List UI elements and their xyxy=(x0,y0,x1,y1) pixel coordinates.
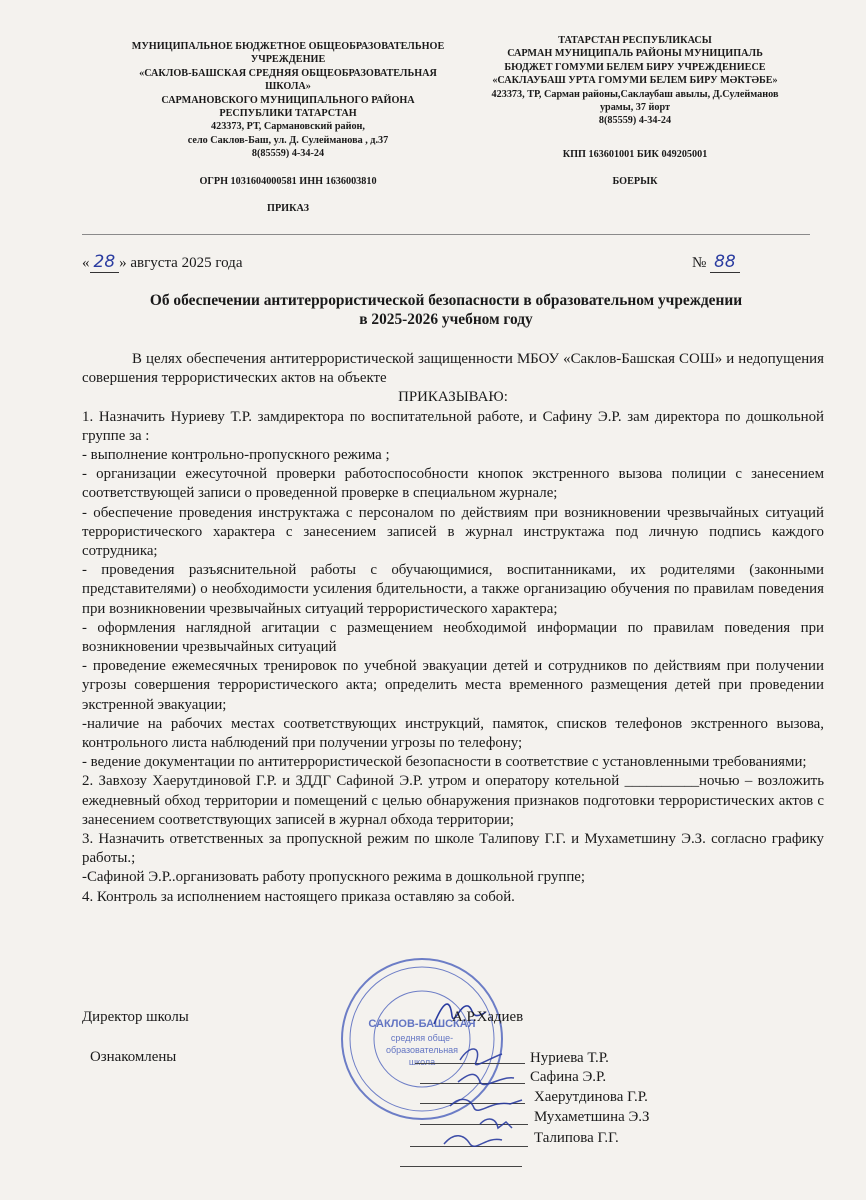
header-left-line: МУНИЦИПАЛЬНОЕ БЮДЖЕТНОЕ ОБЩЕОБРАЗОВАТЕЛЬНОЕ xyxy=(131,41,445,52)
header-right-line: «САКЛАУБАШ УРТА ГОМУМИ БЕЛЕМ БИРУ МӘКТӘБЕ» xyxy=(492,75,778,87)
order-item: -Сафиной Э.Р..организовать работу пропускного режима в дошкольной группе; xyxy=(82,869,586,886)
order-item: - организации ежесуточной проверки работоспособности кнопок экстренного вызова полиции с занесением соответствующей записи о проведенной проверке в специальном журнале; xyxy=(82,466,824,502)
header-left-line: РЕСПУБЛИКИ ТАТАРСТАН xyxy=(219,108,357,120)
header-right xyxy=(470,34,800,189)
date-day-handwritten: 28 xyxy=(90,252,120,273)
number-handwritten: 88 xyxy=(710,252,740,273)
acquainted-label: Ознакомлены xyxy=(90,1049,177,1065)
ogrn-inn: ОГРН 1031604000581 ИНН 1636003810 xyxy=(199,175,377,187)
order-item: - выполнение контрольно-пропускного режима ; xyxy=(82,447,390,464)
header-left-line: 423373, РТ, Сармановский район, xyxy=(211,121,365,133)
stamp-text: средняя обще- xyxy=(390,1033,454,1043)
order-item: - оформления наглядной агитации с размещением необходимой информации по правилам поведения при возникновении чрезвычайных ситуаций xyxy=(82,619,824,656)
doc-type-ru: ПРИКАЗ xyxy=(267,203,309,215)
header-left xyxy=(98,40,478,215)
acquainted-name: Мухаметшина Э.З xyxy=(534,1109,650,1125)
order-date: « 28 » августа 2025 года xyxy=(82,252,243,272)
header-right-line: ТАТАРСТАН РЕСПУБЛИКАСЫ xyxy=(558,35,712,46)
acquainted-name: Сафина Э.Р. xyxy=(530,1069,607,1085)
order-title: Об обеспечении антитеррористической безопасности в образовательном учреждении в 2025-2026 учебном году xyxy=(149,292,743,328)
header-right-line: 423373, ТР, Сарман районы,Саклаубаш авылы, Д.Сулейманов xyxy=(491,88,779,100)
header-right-line: урамы, 37 йорт xyxy=(599,102,671,114)
header-right-line: БЮДЖЕТ ГОМУМИ БЕЛЕМ БИРУ УЧРЕЖДЕНИЕСЕ xyxy=(504,61,766,73)
signature-line xyxy=(400,1166,522,1167)
acquainted-signatures-icon xyxy=(440,1040,540,1160)
order-item: - проведение ежемесячных тренировок по учебной эвакуации детей и сотрудников по действиям при получении угрозы совершения террористического акта; определить места временного размещения детей при проведении экстренной эвакуации; xyxy=(82,658,824,713)
order-item: - обеспечение проведения инструктажа с персоналом по действиям при возникновении чрезвычайных ситуаций террористического характера с занесением записей в журнал инструктажа под личную подпись каждого сотрудника; xyxy=(82,504,824,560)
header-left-line: село Саклов-Баш, ул. Д. Сулейманова , д.37 xyxy=(187,134,389,146)
header-divider xyxy=(82,234,810,235)
order-item: 4. Контроль за исполнением настоящего приказа оставляю за собой. xyxy=(82,888,515,905)
director-name: А.Р.Хадиев xyxy=(452,1009,524,1025)
stamp-text: школа xyxy=(408,1057,436,1067)
header-left-line: «САКЛОВ-БАШСКАЯ СРЕДНЯЯ ОБЩЕОБРАЗОВАТЕЛЬНАЯ xyxy=(139,67,437,79)
header-left-line: САРМАНОВСКОГО МУНИЦИПАЛЬНОГО РАЙОНА xyxy=(161,94,415,106)
order-word: ПРИКАЗЫВАЮ: xyxy=(398,389,508,406)
header-right-line: САРМАН МУНИЦИПАЛЬ РАЙОНЫ МУНИЦИПАЛЬ xyxy=(507,48,763,60)
header-left-line: ШКОЛА» xyxy=(265,81,311,93)
number-label: № xyxy=(692,255,707,271)
director-label: Директор школы xyxy=(82,1009,189,1025)
stamp-text: образовательная xyxy=(385,1045,459,1055)
order-item: 2. Завхозу Хаерутдиновой Г.Р. и ЗДДГ Сафиной Э.Р. утром и оператору котельной __________ночью – возложить ежедневный обход территории и помещений с целью обнаружения признаков подготовки террористических актов с занесением соответствующих записей в журнал обхода территории; xyxy=(82,773,824,828)
acquainted-name: Нуриева Т.Р. xyxy=(530,1050,609,1066)
order-item: 3. Назначить ответственных за пропускной режим по школе Талипову Г.Г. и Мухаметшину Э.З. согласно графику работы.; xyxy=(82,831,824,867)
order-number xyxy=(692,252,740,272)
order-body xyxy=(82,350,824,907)
kpp-bik: КПП 163601001 БИК 049205001 xyxy=(562,148,708,160)
doc-type-tt: БОЕРЫК xyxy=(612,176,658,188)
stamp-text: САКЛОВ-БАШСКАЯ xyxy=(368,1018,476,1030)
header-right-line: 8(85559) 4-34-24 xyxy=(598,115,672,127)
intro-paragraph: В целях обеспечения антитеррористической защищенности МБОУ «Саклов-Башская СОШ» и недопущения совершения террористических актов на объекте xyxy=(82,351,824,387)
header-left-line: УЧРЕЖДЕНИЕ xyxy=(250,54,326,66)
acquainted-name: Талипова Г.Г. xyxy=(534,1130,619,1146)
header-left-line: 8(85559) 4-34-24 xyxy=(251,148,325,160)
order-item: - проведения разъяснительной работы с обучающимися, воспитанниками, их родителями (законными представителями) о необходимости усиления бдительности, а также организацию обучения по правилам поведения при возникновении чрезвычайных ситуаций террористического характера; xyxy=(82,562,824,617)
date-rest: » августа 2025 года xyxy=(119,255,243,271)
order-item: - ведение документации по антитеррористической безопасности в соответствие с установленными требованиями; xyxy=(82,754,807,771)
acquainted-name: Хаерутдинова Г.Р. xyxy=(534,1089,648,1105)
order-item: -наличие на рабочих местах соответствующих инструкций, памяток, списков телефонов экстренного вызова, контрольного листа наблюдений при получении угрозы по телефону; xyxy=(82,715,824,752)
order-item: 1. Назначить Нуриеву Т.Р. замдиректора по воспитательной работе, и Сафину Э.Р. зам директора по дошкольной группе за : xyxy=(82,408,824,444)
